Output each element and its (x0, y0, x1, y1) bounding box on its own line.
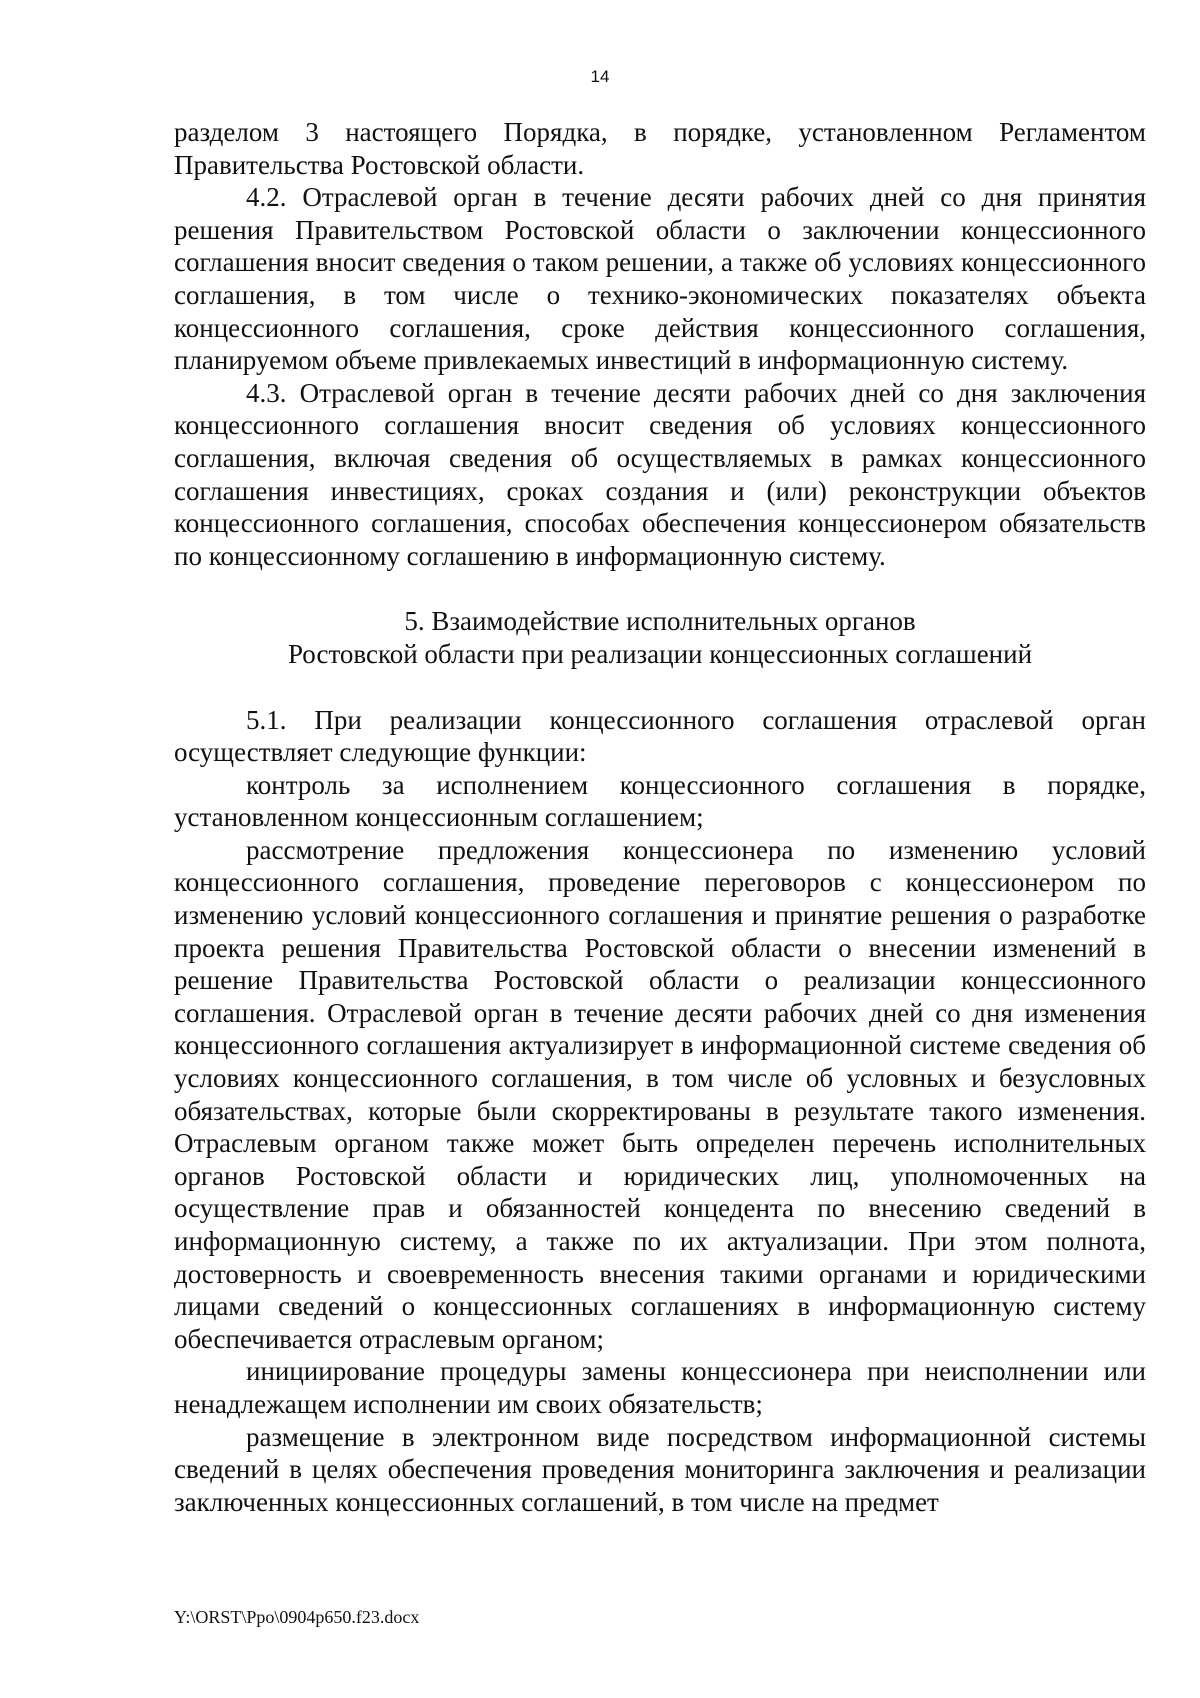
page-number: 14 (590, 67, 610, 86)
paragraph-replacement: инициирование процедуры замены концессионера при неисполнении или ненадлежащем исполнении им своих обязательств; (174, 1356, 1146, 1419)
paragraph-4-3: 4.3. Отраслевой орган в течение десяти рабочих дней со дня заключения концессионного соглашения вносит сведения об условиях концессионного соглашения, включая сведения об осуществляемых в рамках концессионного соглашения инвестициях, сроках создания и (или) реконструкции объектов концессионного соглашения, способах обеспечения концессионером обязательств по концессионному соглашению в информационную систему. (174, 377, 1146, 571)
paragraph-5-1: 5.1. При реализации концессионного соглашения отраслевой орган осуществляет следующие функции: (174, 704, 1146, 768)
paragraph-review: рассмотрение предложения концессионера по изменению условий концессионного соглашения, проведение переговоров с концессионером по изменению условий концессионного соглашения и принятие решения о разработке проекта решения Правительства Ростовской области о внесении изменений в решение Правительства Ростовской области о реализации концессионного соглашения. Отраслевой орган в течение десяти рабочих дней со дня изменения концессионного соглашения актуализирует в информационной системе сведения об условиях концессионного соглашения, в том числе об условных и безусловных обязательствах, которые были скорректированы в результате такого изменения. Отраслевым органом также может быть определен перечень исполнительных органов Ростовской области и юридических лиц, уполномоченных на осуществление прав и обязанностей концедента по внесению сведений в информационную систему, а также по их актуализации. При этом полнота, достоверность и своевременность внесения такими органами и юридическими лицами сведений о концессионных соглашениях в информационную систему обеспечивается отраслевым органом; (174, 834, 1146, 1354)
section-heading-line2: Ростовской области при реализации концессионных соглашений (287, 638, 1033, 669)
paragraph-continuation: разделом 3 настоящего Порядка, в порядке, установленном Регламентом Правительства Ростовской области. (174, 117, 1146, 180)
section-heading (174, 605, 1146, 670)
document-body (174, 116, 1146, 1518)
paragraph-control: контроль за исполнением концессионного соглашения в порядке, установленном концессионным соглашением; (174, 769, 1146, 833)
section-heading-line1: 5. Взаимодействие исполнительных органов (404, 606, 916, 637)
footer-file-path: Y:\ORST\Ppo\0904p650.f23.docx (174, 1607, 420, 1627)
paragraph-4-2: 4.2. Отраслевой орган в течение десяти рабочих дней со дня принятия решения Правительством Ростовской области о заключении концессионного соглашения вносит сведения о таком решении, а также об условиях концессионного соглашения, в том числе о технико-экономических показателях объекта концессионного соглашения, сроке действия концессионного соглашения, планируемом объеме привлекаемых инвестиций в информационную систему. (174, 182, 1146, 376)
paragraph-publication: размещение в электронном виде посредством информационной системы сведений в целях обеспечения проведения мониторинга заключения и реализации заключенных концессионных соглашений, в том числе на предмет (174, 1421, 1146, 1517)
